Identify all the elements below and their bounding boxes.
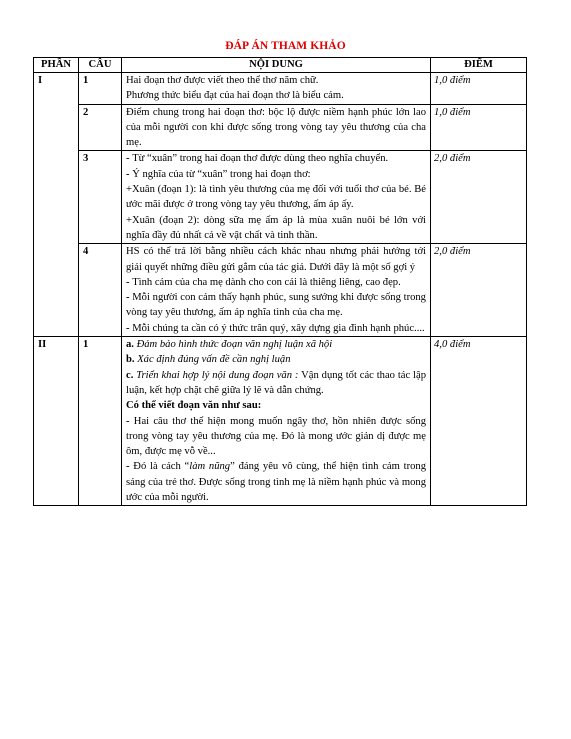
table-row: [34, 104, 527, 151]
answer-content: [122, 244, 431, 337]
header-phan: PHẦN: [34, 58, 79, 73]
score-cell: 2,0 điểm: [431, 151, 527, 244]
criterion-label: c.: [126, 369, 134, 381]
page-title: ĐÁP ÁN THAM KHẢO: [225, 40, 346, 52]
answer-paragraph: - Mỗi chúng ta cần có ý thức trân quý, xây dựng gia đình hạnh phúc....: [126, 322, 425, 334]
answer-text: Đó là cách “: [133, 461, 190, 473]
answer-paragraph: HS có thể trả lời bằng nhiều cách khác nhau nhưng phải hướng tới giải quyết những điều gửi gắm của tác giả. Dưới đây là một số gợi ý: [126, 246, 426, 273]
header-cau: CÂU: [79, 58, 122, 73]
answer-text: Tình cảm của cha mẹ dành cho con cái là thiêng liêng, cao đẹp.: [132, 276, 401, 288]
answer-paragraph: - Từ “xuân” trong hai đoạn thơ được dùng theo nghĩa chuyển.: [126, 153, 389, 165]
section-cell: II: [34, 337, 79, 506]
question-number: 4: [79, 244, 122, 337]
criterion-label: b.: [126, 354, 135, 366]
answer-text: ” đáng yêu vô cùng, thể hiện tình cảm trong sáng của trẻ thơ. Được sống trong tình mẹ là niềm hạnh phúc và mong ước của mỗi người.: [126, 461, 426, 504]
answer-content: [122, 73, 431, 105]
answer-text: Từ “xuân” trong hai đoạn thơ được dùng theo nghĩa chuyển.: [132, 153, 389, 165]
answer-content: Điểm chung trong hai đoạn thơ: bộc lộ được niềm hạnh phúc lớn lao của mỗi người con khi được sống trong vòng tay yêu thương của cha mẹ.: [122, 104, 431, 151]
score-cell: 1,0 điểm: [431, 73, 527, 105]
table-row: [34, 337, 527, 506]
answer-text: Mỗi chúng ta cần có ý thức trân quý, xây dựng gia đình hạnh phúc....: [132, 322, 425, 334]
criterion-c: [126, 368, 426, 399]
answer-text: Mỗi người con cảm thấy hạnh phúc, sung sướng khi được sống trong vòng tay yêu thương, ấm áp nghĩa tình của cha mẹ.: [126, 292, 426, 319]
section-cell: I: [34, 73, 79, 337]
answer-text: Hai câu thơ thể hiện mong muốn ngây thơ, hồn nhiên được sống trong vòng tay yêu thương của mẹ. Đó là mong ước giản dị được mẹ ôm, được mẹ vỗ về...: [126, 415, 426, 458]
answer-table: [33, 57, 527, 506]
answer-paragraph: - Mỗi người con cảm thấy hạnh phúc, sung sướng khi được sống trong vòng tay yêu thương, ấm áp nghĩa tình của cha mẹ.: [126, 292, 426, 319]
criterion-title: Triển khai hợp lý nội dung đoạn văn :: [136, 369, 299, 381]
question-number: 1: [79, 73, 122, 105]
answer-line: Phương thức biểu đạt của hai đoạn thơ là biểu cảm.: [126, 90, 344, 102]
table-header-row: [34, 58, 527, 73]
table-row: [34, 151, 527, 244]
sample-heading: Có thể viết đoạn văn như sau:: [126, 400, 262, 412]
criterion-text: Đảm bảo hình thức đoạn văn nghị luận xã hội: [136, 339, 333, 351]
score-cell: 1,0 điểm: [431, 104, 527, 151]
table-row: [34, 73, 527, 105]
answer-paragraph: - Đó là cách “làm nũng” đáng yêu vô cùng, thể hiện tình cảm trong sáng của trẻ thơ. Được sống trong tình mẹ là niềm hạnh phúc và mong ước của mỗi người.: [126, 461, 426, 504]
answer-paragraph: +Xuân (đoạn 2): dòng sữa mẹ ấm áp là mùa xuân nuôi bé lớn với nghĩa đầy đủ nhất cả về vật chất và tinh thần.: [126, 214, 426, 241]
answer-content: [122, 151, 431, 244]
criterion-text: Vận dụng tốt các thao tác lập luận, kết hợp chặt chẽ giữa lý lẽ và dẫn chứng.: [126, 369, 426, 396]
answer-line: Hai đoạn thơ được viết theo thể thơ năm chữ.: [126, 75, 319, 86]
question-number: 1: [79, 337, 122, 506]
answer-text: Ý nghĩa của từ “xuân” trong hai đoạn thơ:: [132, 168, 311, 180]
header-noi-dung: NỘI DUNG: [122, 58, 431, 73]
emphasis-text: làm nũng: [189, 461, 231, 473]
answer-paragraph: - Tình cảm của cha mẹ dành cho con cái là thiêng liêng, cao đẹp.: [126, 276, 401, 288]
question-number: 2: [79, 104, 122, 151]
header-diem: ĐIỂM: [431, 58, 527, 73]
answer-paragraph: - Ý nghĩa của từ “xuân” trong hai đoạn thơ:: [126, 168, 311, 180]
criterion-b: [126, 352, 426, 367]
criterion-a: [126, 337, 426, 352]
table-row: [34, 244, 527, 337]
criterion-label: a.: [126, 339, 134, 351]
answer-content: [122, 337, 431, 506]
answer-paragraph: +Xuân (đoạn 1): là tình yêu thương của mẹ đối với tuổi thơ của bé. Bé ước mãi được ở trong vòng tay yêu thương, ấm áp ấy.: [126, 184, 426, 211]
score-cell: 2,0 điểm: [431, 244, 527, 337]
criterion-text: Xác định đúng vấn đề cần nghị luận: [137, 354, 291, 366]
answer-paragraph: - Hai câu thơ thể hiện mong muốn ngây thơ, hồn nhiên được sống trong vòng tay yêu thương của mẹ. Đó là mong ước giản dị được mẹ ôm, được mẹ vỗ về...: [126, 415, 426, 458]
question-number: 3: [79, 151, 122, 244]
score-cell: 4,0 điểm: [431, 337, 527, 506]
